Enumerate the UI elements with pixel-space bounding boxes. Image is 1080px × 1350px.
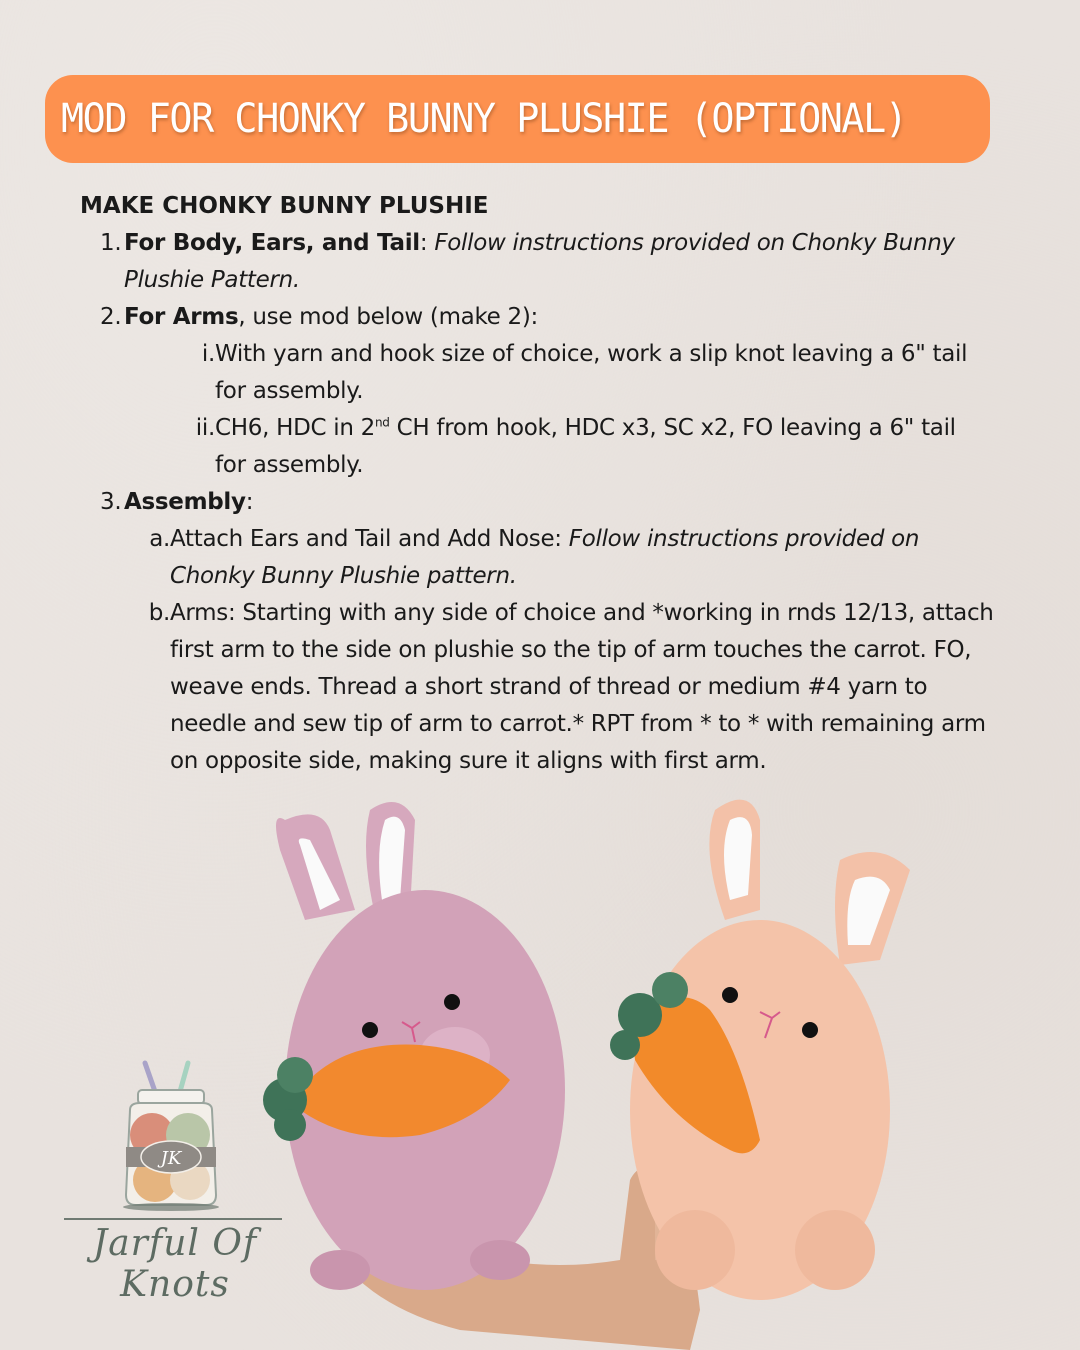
- pink-bunny: [263, 802, 565, 1290]
- brand-name: Jarful Of Knots: [92, 1223, 258, 1305]
- substep-number: i.: [201, 341, 215, 367]
- bunny-plushies-image: [260, 790, 960, 1350]
- step-text: [124, 225, 1010, 299]
- substep-i: [190, 336, 1010, 410]
- substep-number: ii.: [195, 415, 215, 441]
- title-banner: [45, 75, 990, 163]
- step-3: [100, 484, 1010, 521]
- step-text: [124, 299, 1010, 336]
- substep-b: [143, 595, 1010, 780]
- substep-text: [215, 410, 1010, 484]
- substep-text: With yarn and hook size of choice, work a slip knot leaving a 6" tail for assembly.: [215, 341, 968, 404]
- svg-text:JK: JK: [160, 1148, 182, 1169]
- bunny-photo: [260, 790, 960, 1350]
- step-body: :: [245, 489, 254, 515]
- brand-logo: [60, 1055, 290, 1305]
- step-number: 3.: [100, 489, 122, 515]
- step-label: Assembly: [124, 489, 246, 515]
- step-body: , use mod below (make 2):: [238, 304, 538, 330]
- substep-text: [170, 521, 1010, 595]
- section-heading: MAKE CHONKY BUNNY PLUSHIE: [80, 193, 489, 219]
- step-label: For Body, Ears, and Tail: [124, 230, 420, 256]
- logo-divider: [64, 1218, 282, 1220]
- step-label: For Arms: [124, 304, 239, 330]
- substep-text: Arms: Starting with any side of choice and *working in rnds 12/13, attach first arm to the side on plushie so the tip of arm touches the carrot. FO, weave ends. Thread a short strand of thread or medium #4 yarn to needle and sew tip of arm to carrot.* RPT from * to * with remaining arm on opposite side, making sure it aligns with first arm.: [170, 600, 994, 774]
- text-part: CH6, HDC in 2: [215, 415, 375, 441]
- page-title: MOD FOR CHONKY BUNNY PLUSHIE (OPTIONAL): [61, 96, 907, 142]
- text-part: CH from hook, HDC x3, SC x2, FO leaving a 6" tail for assembly.: [215, 415, 956, 478]
- substep-number: a.: [149, 526, 170, 552]
- step-number: 1.: [100, 230, 122, 256]
- text-part: Attach Ears and Tail and Add Nose:: [170, 526, 569, 552]
- yarn-jar-icon: [60, 1055, 290, 1215]
- separator: :: [419, 230, 435, 256]
- substep-a: [143, 521, 1010, 595]
- substep-number: b.: [148, 600, 170, 626]
- step-italic: Follow instructions provided on Chonky Bunny Plushie Pattern.: [124, 230, 955, 293]
- substep-ii: [190, 410, 1010, 484]
- step-1: [100, 225, 1010, 299]
- step-number: 2.: [100, 304, 122, 330]
- step-2: [100, 299, 1010, 336]
- instructions: [80, 188, 1010, 780]
- step-text: [124, 484, 1010, 521]
- superscript: nd: [375, 415, 390, 430]
- italic-part: Follow instructions provided on Chonky Bunny Plushie pattern.: [170, 526, 920, 589]
